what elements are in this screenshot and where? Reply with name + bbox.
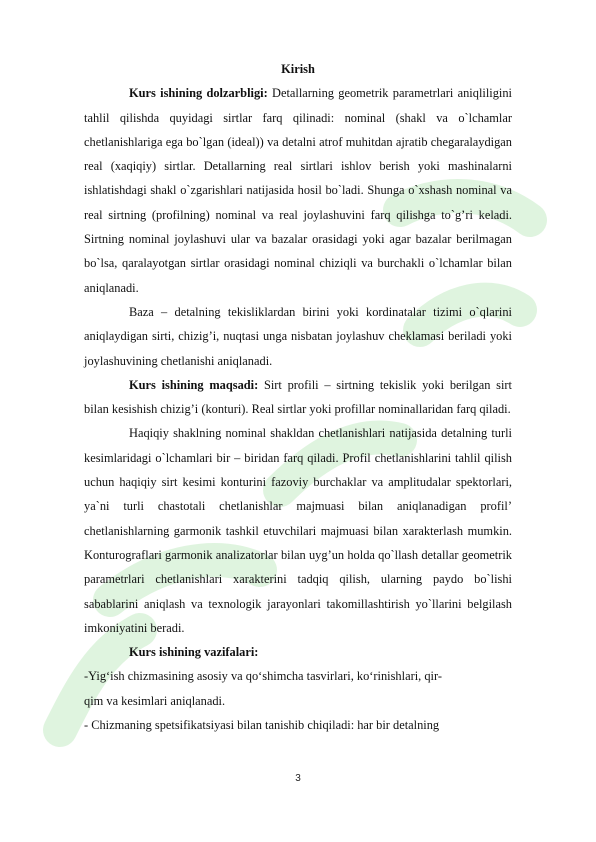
paragraph-text: Sirt profili – sirtning tekislik yoki berilgan sirt bilan kesishish chizig’i (konturi). Real sirtlar yoki profillar nominallaridan farq qiladi. [84, 377, 512, 417]
paragraph-maqsad [84, 373, 512, 422]
section-label-maqsad: Kurs ishining maqsadi: [129, 377, 259, 392]
paragraph-text: Detallarning geometrik parametrlari aniqliligini tahlil qilishda quyidagi sirtlar farq qilinadi: nominal (shakl va o`lchamlar chetlanishlariga ega bo`lgan (ideal)) va detalni atrof muhitdan ajratib chegaralaydigan real (xaqiqiy) sirtlar. Detallarning real sirtlari ishlov berish yoki mashinalarni ishlatishdagi shakl o`zgarishlari natijasida hosil bo`ladi. Shunga o`xshash nominal va real sirtning (profilning) nominal va real joylashuvini farq qilishga to`g’ri keladi. Sirtning nominal joylashuvi ular va bazalar orasidagi yoki agar bazalar berilmagan bo`lsa, qaralayotgan sirtlar orasidagi nominal chiziqli va burchakli o`lchamlar bilan aniqlanadi. [84, 86, 512, 295]
section-label-vazifalar: Kurs ishining vazifalari: [129, 645, 259, 660]
paragraph-vazifalar [84, 640, 512, 664]
task-line-1: -Yig‘ish chizmasining asosiy va qo‘shimcha tasvirlari, ko‘rinishlari, qir- [84, 669, 442, 684]
paragraph-text: Baza – detalning tekisliklardan birini yoki kordinatalar tizimi o`qlarini aniqlaydigan sirti, chizig’i, nuqtasi unga nisbatan joylashuv cheklamasi beriladi yoki joylashuvining chetlanishi aniqlanadi. [84, 304, 512, 368]
paragraph-haqiqiy-shakl [84, 421, 512, 640]
paragraph-baza [84, 300, 512, 373]
page-number: 3 [295, 773, 301, 784]
task-line-2: qim va kesimlari aniqlanadi. [84, 693, 226, 708]
paragraph-text: Haqiqiy shaklning nominal shakldan chetlanishlari natijasida detalning turli kesimlaridagi o`lchamlari bir – biridan farq qiladi. Profil chetlanishlarini tahlil qilish uchun haqiqiy sirt kesimi konturini fazoviy burchaklar va amplitudalar spektorlari, ya`ni turli chastotali chetlanishlar majmuasi bilan aniqlanadigan profil’ chetlanishlarning garmonik tashkil etuvchilari majmuasi bilan xarakterlash mumkin. Konturograflari garmonik analizatorlar bilan uyg’un holda qo`llash detallar geometrik parametrlari chetlanishlari xarakterini tadqiq qilish, ularning paydo bo`lishi sabablarini aniqlash va texnologik jarayonlari takomillashtirish yo`llarini belgilash imkoniyatini beradi. [84, 426, 512, 635]
document-body [84, 57, 512, 737]
task-line-3: - Chizmaning spetsifikatsiyasi bilan tanishib chiqiladi: har bir detalning [84, 718, 440, 733]
paragraph-dolzarblik [84, 81, 512, 300]
document-title: Kirish [281, 62, 315, 76]
section-label-dolzarblik: Kurs ishining dolzarbligi: [129, 86, 268, 101]
